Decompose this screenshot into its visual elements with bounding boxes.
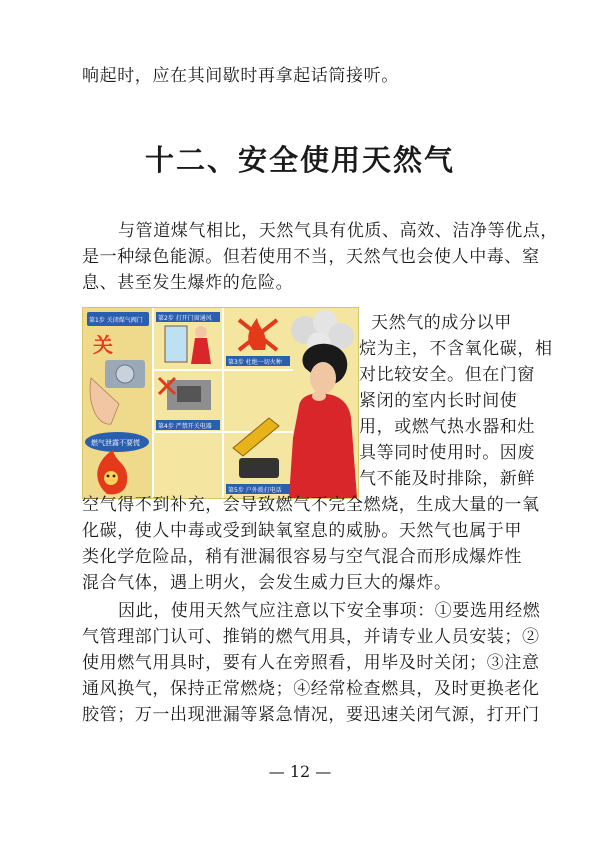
text-line-4: 息、甚至发生爆炸的危险。 xyxy=(82,273,294,293)
text-line-13: 化碳，使人中毒或受到缺氧窒息的威胁。天然气也属于甲 xyxy=(82,521,522,541)
text-line-11: 气不能及时排除，新鲜 xyxy=(359,469,535,489)
text-line-5: 天然气的成分以甲 xyxy=(371,313,512,333)
gas-leak-tag: 燃气泄露不要慌 xyxy=(91,439,140,447)
text-line-9: 用，或燃气热水器和灶 xyxy=(359,417,535,437)
illustration-svg xyxy=(83,308,358,498)
section-title: 十二、安全使用天然气 xyxy=(144,143,455,177)
big-close-label: 关 xyxy=(93,333,113,357)
text-line-15: 混合气体，遇上明火，会发生威力巨大的爆炸。 xyxy=(82,573,452,593)
text-line-1: 响起时，应在其间歇时再拿起话筒接听。 xyxy=(82,66,399,86)
text-line-17: 气管理部门认可、推销的燃气用具，并请专业人员安装；② xyxy=(82,627,540,647)
caption-step-4: 第4步 严禁开关电器 xyxy=(158,423,212,430)
text-line-7: 对比较安全。但在门窗 xyxy=(359,365,535,385)
text-line-19: 通风换气，保持正常燃烧；④经常检查燃具，及时更换老化 xyxy=(82,679,540,699)
text-line-18: 使用燃气用具时，要有人在旁照看，用毕及时关闭；③注意 xyxy=(82,653,540,673)
caption-step-2: 第2步 打开门窗通风 xyxy=(158,315,212,322)
safety-illustration xyxy=(82,307,359,499)
text-line-10: 具等同时使用时。因废 xyxy=(359,443,535,463)
text-line-12: 空气得不到补充，会导致燃气不完全燃烧，生成大量的一氧 xyxy=(82,495,540,515)
caption-step-1: 第1步 关闭煤气阀门 xyxy=(89,317,143,324)
text-line-14: 类化学危险品，稍有泄漏很容易与空气混合而形成爆炸性 xyxy=(82,547,522,567)
page-number: — 12 — xyxy=(268,762,332,781)
text-line-8: 紧闭的室内长时间使 xyxy=(359,391,518,411)
text-line-16: 因此，使用天然气应注意以下安全事项：①要选用经燃 xyxy=(118,601,541,621)
caption-step-3: 第3步 杜绝一切火种 xyxy=(228,359,282,366)
caption-step-5: 第5步 户外拨打电话 xyxy=(228,487,282,494)
text-line-20: 胶管；万一出现泄漏等紧急情况，要迅速关闭气源，打开门 xyxy=(82,705,540,725)
text-line-6: 烷为主，不含氧化碳，相 xyxy=(359,339,553,359)
text-line-2: 与管道煤气相比，天然气具有优质、高效、洁净等优点， xyxy=(118,221,558,241)
text-line-3: 是一种绿色能源。但若使用不当，天然气也会使人中毒、窒 xyxy=(82,247,540,267)
